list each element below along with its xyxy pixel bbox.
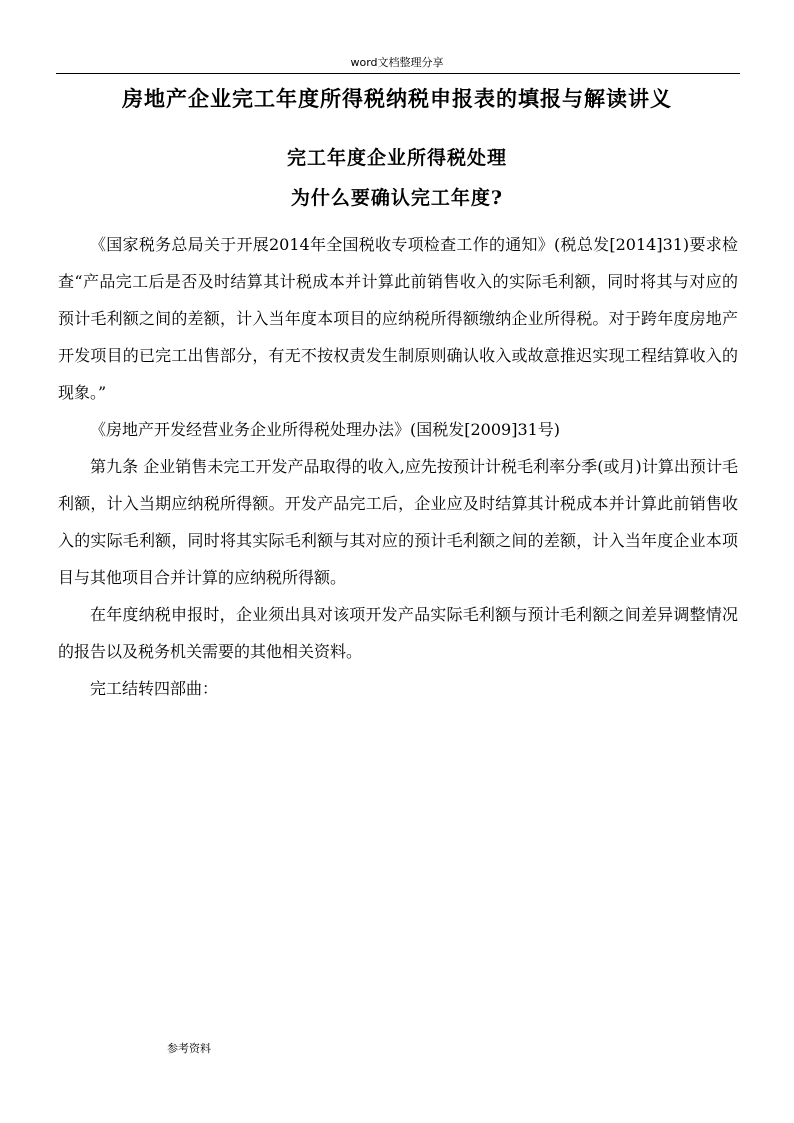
paragraph-notice: 《国家税务总局关于开展2014年全国税收专项检查工作的通知》(税总发[2014]31)要求检查“产品完工后是否及时结算其计税成本并计算此前销售收入的实际毛利额，同时将其与对应的预计毛利额之间的差额，计入当年度本项目的应纳税所得额缴纳企业所得税。对于跨年度房地产开发项目的已完工出售部分，有无不按权责发生制原则确认收入或故意推迟实现工程结算收入的现象。” — [58, 235, 738, 402]
paragraph-regulation-title: 《房地产开发经营业务企业所得税处理办法》(国税发[2009]31号) — [90, 420, 561, 439]
page-footer: 参考资料 — [167, 1042, 211, 1055]
paragraph-four-steps: 完工结转四部曲： — [90, 679, 219, 698]
paragraph-annual-filing: 在年度纳税申报时，企业须出具对该项开发产品实际毛利额与预计毛利额之间差异调整情况的报告以及税务机关需要的其他相关资料。 — [58, 605, 738, 661]
document-title: 房地产企业完工年度所得税纳税申报表的填报与解读讲义 — [122, 86, 672, 111]
section-title: 完工年度企业所得税处理 — [286, 147, 507, 169]
paragraph-article-nine: 第九条 企业销售未完工开发产品取得的收入,应先按预计计税毛利率分季(或月)计算出预计毛利额，计入当期应纳税所得额。开发产品完工后，企业应及时结算其计税成本并计算此前销售收入的实际毛利额，同时将其实际毛利额与其对应的预计毛利额之间的差额，计入当年度企业本项目与其他项目合并计算的应纳税所得额。 — [58, 457, 738, 587]
page-header: word文档整理分享 — [350, 56, 444, 69]
section-question: 为什么要确认完工年度? — [290, 187, 504, 209]
document-body — [58, 226, 738, 707]
header-divider — [56, 73, 740, 74]
